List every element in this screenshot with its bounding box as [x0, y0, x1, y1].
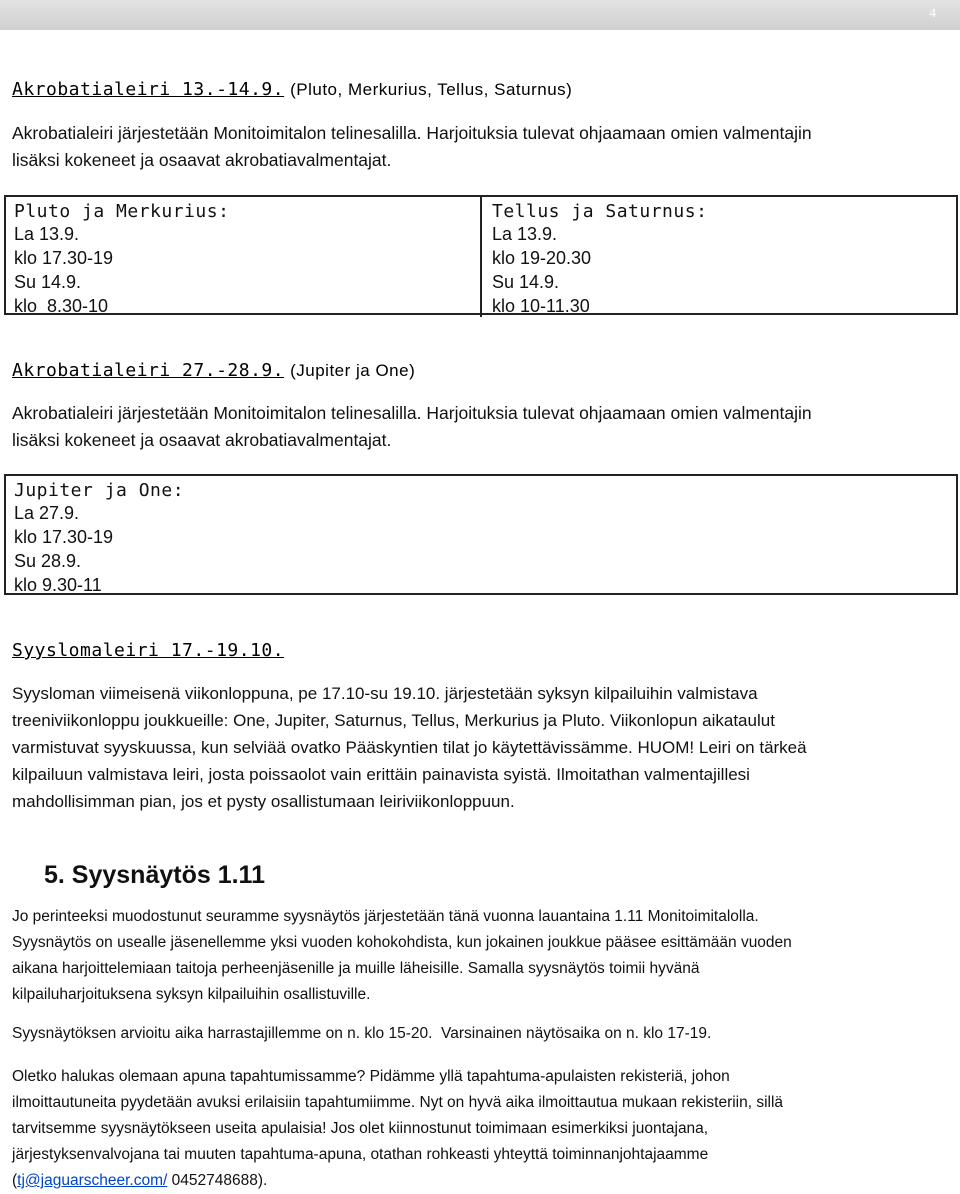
schedule-line: La 13.9.	[492, 224, 558, 244]
camp3-description-line: mahdollisimman pian, jos et pysty osallistumaan leiriviikonloppuun.	[12, 792, 515, 811]
section5-paragraph-3	[12, 1064, 942, 1194]
camp1-description-line: lisäksi kokeneet ja osaavat akrobatiavalmentajat.	[12, 150, 392, 170]
camp1-groups: (Pluto, Merkurius, Tellus, Saturnus)	[290, 80, 573, 99]
camp1-description-line: Akrobatialeiri järjestetään Monitoimitalon telinesalilla. Harjoituksia tulevat ohjaamaan omien valmentajin	[12, 123, 812, 143]
camp3-description	[12, 680, 947, 815]
schedule-line: Su 14.9.	[492, 272, 560, 292]
schedule-line: Su 14.9.	[14, 272, 82, 292]
schedule-line: klo 19-20.30	[492, 248, 592, 268]
schedule-line: klo 17.30-19	[14, 527, 114, 547]
schedule-line: La 13.9.	[14, 224, 80, 244]
paragraph-line: Syysnäytös on usealle jäsenellemme yksi vuoden kohokohdista, kun jokainen joukkue pääsee esittämään vuoden	[12, 934, 792, 951]
section-title: 5. Syysnäytös 1.11	[44, 861, 265, 889]
schedule-line: La 27.9.	[14, 503, 80, 523]
paragraph-line: Jo perinteeksi muodostunut seuramme syysnäytös järjestetään tänä vuonna lauantaina 1.11 Monitoimitalolla.	[12, 908, 759, 925]
page-header-bar	[0, 0, 960, 30]
camp2-heading	[12, 360, 415, 381]
schedule-line: klo 8.30-10	[14, 296, 109, 316]
paragraph-line: aikana harjoittelemiaan taitoja perheenjäsenille ja muille läheisille. Samalla syysnäytös toimii hyvänä	[12, 960, 700, 977]
contact-email-link[interactable]: tj@jaguarscheer.com/	[17, 1172, 168, 1189]
paragraph-line: Syysnäytöksen arvioitu aika harrastajillemme on n. klo 15-20. Varsinainen näytösaika on n. klo 17-19.	[12, 1025, 712, 1042]
page-number: 4	[929, 5, 936, 20]
paragraph-line: ilmoittautuneita pyydetään avuksi erilaisiin tapahtumiimme. Nyt on hyvä aika ilmoittautua mukaan rekisteriin, sillä	[12, 1094, 784, 1111]
camp3-description-line: varmistuvat syyskuussa, kun selviää ovatko Pääskyntien tilat jo käytettävissämme. HUOM! Leiri on tärkeä	[12, 738, 807, 757]
camp2-groups: (Jupiter ja One)	[290, 361, 416, 380]
schedule-line: klo 17.30-19	[14, 248, 114, 268]
camp1-schedule-right	[480, 197, 960, 317]
camp1-heading	[12, 79, 572, 100]
camp1-description	[12, 120, 932, 174]
section5-paragraph-2	[12, 1021, 942, 1047]
contact-phone: 0452748688).	[167, 1172, 268, 1189]
paragraph-line: kilpailuharjoituksena syksyn kilpailuihin osallistuville.	[12, 986, 371, 1003]
camp2-description-line: lisäksi kokeneet ja osaavat akrobatiavalmentajat.	[12, 430, 392, 450]
schedule-group-title: Pluto ja Merkurius:	[14, 201, 230, 222]
camp2-schedule	[14, 480, 474, 597]
camp1-schedule-left	[14, 201, 474, 318]
schedule-line: klo 10-11.30	[492, 296, 590, 316]
schedule-group-title: Tellus ja Saturnus:	[492, 201, 708, 222]
schedule-group-title: Jupiter ja One:	[14, 480, 185, 501]
paragraph-line: tarvitsemme syysnäytökseen useita apulaisia! Jos olet kiinnostunut toimimaan esimerkiksi juontajana,	[12, 1120, 709, 1137]
camp3-description-line: kilpailuun valmistava leiri, josta poissaolot vain erittäin painavista syistä. Ilmoitathan valmentajillesi	[12, 765, 750, 784]
camp1-schedule-box	[4, 195, 958, 315]
paragraph-line: Oletko halukas olemaan apuna tapahtumissamme? Pidämme yllä tapahtuma-apulaisten rekisteriä, johon	[12, 1068, 730, 1085]
schedule-line: Su 28.9.	[14, 551, 82, 571]
contact-open: (	[12, 1172, 18, 1189]
camp3-description-line: treeniviikonloppu joukkueille: One, Jupiter, Saturnus, Tellus, Merkurius ja Pluto. Viikonlopun aikataulut	[12, 711, 775, 730]
camp1-title: Akrobatialeiri 13.-14.9.	[12, 79, 285, 100]
camp2-description-line: Akrobatialeiri järjestetään Monitoimitalon telinesalilla. Harjoituksia tulevat ohjaamaan omien valmentajin	[12, 403, 812, 423]
section5-paragraph-1	[12, 904, 942, 1008]
contact-line	[12, 1168, 942, 1194]
schedule-line: klo 9.30-11	[14, 575, 102, 595]
camp2-description	[12, 400, 932, 454]
camp3-description-line: Syysloman viimeisenä viikonloppuna, pe 17.10-su 19.10. järjestetään syksyn kilpailuihin valmistava	[12, 684, 758, 703]
camp2-schedule-box	[4, 474, 958, 595]
camp3-title: Syyslomaleiri 17.-19.10.	[12, 640, 285, 661]
paragraph-line: järjestyksenvalvojana tai muuten tapahtuma-apuna, otathan rohkeasti yhteyttä toiminnanjohtajaamme	[12, 1146, 709, 1163]
camp2-title: Akrobatialeiri 27.-28.9.	[12, 360, 285, 381]
